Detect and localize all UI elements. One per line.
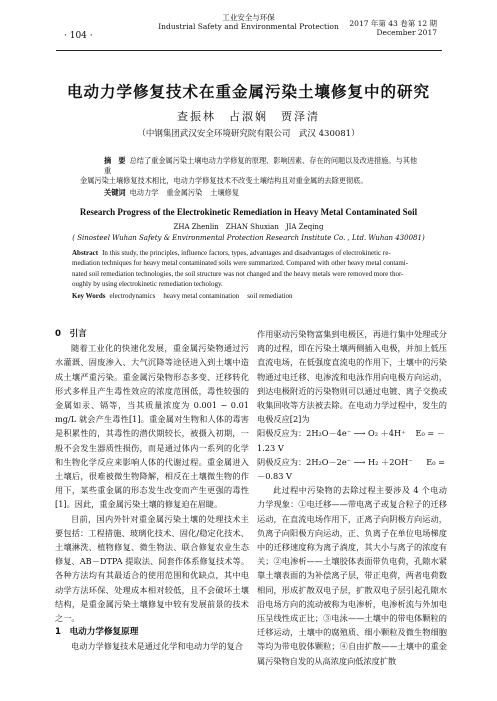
paper-authors: 查振林 占淑娴 贾泽清	[177, 110, 320, 123]
keyword: soil remediation	[247, 291, 293, 300]
english-title: Research Progress of the Electrokinetic Remediation in Heavy Metal Contaminated Soil	[79, 207, 418, 217]
equation-anode-value: 1.23 V	[257, 442, 284, 453]
abstract-text-2: 金属污染土壤修复技术相比，电动力学修复技术不改变土壤结构且对重金属的去除更彻底。	[80, 176, 368, 185]
body-column-left	[55, 327, 249, 654]
issue-cn: 2017 年第 43 卷第 12 期	[349, 19, 437, 28]
chinese-abstract	[80, 156, 420, 198]
journal-name-en: Industrial Safety and Environmental Protection	[158, 22, 339, 31]
english-abstract-line: oughly by using electrokinetic remediation techology.	[72, 280, 223, 289]
english-abstract	[72, 248, 428, 301]
chinese-keywords	[80, 188, 420, 198]
abstract-text-1: 总结了重金属污染土壤电动力学修复的原理、影响因素、存在的问题以及改进措施。与其他重	[104, 156, 418, 175]
body-paragraph: 电动力学修复技术是通过化学和电动力学的复合	[71, 641, 243, 652]
equation-anode: 阳极反应为：2H₂O－4e⁻ ⟶ O₂ ＋4H⁺ E₀ = －	[257, 428, 445, 439]
paper-title: 电动力学修复技术在重金属污染土壤修复中的研究	[66, 83, 430, 101]
keyword: 电动力学	[129, 188, 159, 197]
journal-name-cn: 工业安全与环保	[222, 13, 275, 22]
english-abstract-line: Abstract In this study, the principles, influence factors, types, advantages and disadvantages of electrokinetic re-	[72, 249, 391, 257]
body-paragraph: 作用驱动污染物富集到电极区，再进行集中处理或分离的过程，即在污染土壤两侧插入电极，并加上低压直流电场，在低强度直流电的作用下，土壤中的污染物通过电迁移、电渗流和电泳作用向电极方向运动，到达电极附近的污染物则可以通过电镀、离子交换或收集回收等方法被去除。在电动力学过程中，发生的电极反应[2]为	[257, 329, 447, 425]
abstract-line-1	[80, 156, 420, 176]
english-keywords	[72, 291, 428, 301]
english-abstract-line: nated soil remediation technologies, the soil structure was not changed and the heavy metals were removed more thor-	[72, 269, 404, 278]
keyword: electrodynamics	[109, 291, 156, 300]
keyword: 土壤修复	[210, 188, 240, 197]
issue-en: December 2017	[376, 28, 437, 37]
page-number: · 104 ·	[64, 31, 93, 41]
keyword: heavy metal contamination	[163, 291, 240, 300]
body-paragraph: 此过程中污染物的去除过程主要涉及 4 个电动力学现象：①电迁移——带电离子或复合粒子的迁移运动，在直流电场作用下，正离子向阴极方向运动，负离子向阳极方向运动，正、负离子在单位电场梯度中的迁移速度称为离子淌度，其大小与离子的浓度有关；②电渗析——土壤胶体表面带负电荷，孔隙水紧靠土壤表面的为补偿离子层，带正电荷，两者电荷数相同，形成扩散双电子层，扩散双电子层引起孔隙水沿电场方向的流动被称为电渗析，电渗析流与外加电压呈线性成正比；③电泳——土壤中的带电体颗粒的迁移运动，土壤中的腐殖质、细小颗粒及微生物细胞等均为带电胶体颗粒；④自由扩散——土壤中的重金属污染物自发的从高浓度向低浓度扩散	[257, 485, 447, 666]
keyword: 重金属污染	[166, 188, 203, 197]
english-abstract-line: mediation techniques for heavy metal contaminated soils were summarized. Compared with other heavy metal contami-	[72, 259, 409, 268]
running-header	[0, 7, 497, 51]
body-paragraph: 随着工业化的快速化发展，重金属污染物通过污水灌溉、固废渗入、大气沉降等途径进入到土壤中造成土壤严重污染。重金属污染物形态多变、迁移转化形式多样且产生毒性效应的浓度范围低，毒性较强的金属如汞、镉等，当其质量浓度为 0.001 ~ 0.01 mg/L 就会产生毒性[1]。重金属对生物和人体的毒害是积累性的，其毒性的潜伏期较长，被摄入初期，一般不会发生器质性损伤，而是通过体内一系列的化学和生物化学反应来影响人体的代谢过程。重金属进入土壤后，很难被微生物降解，相反在土壤微生物的作用下，某些重金属的形态发生改变而产生更强的毒性[1]。因此，重金属污染土壤的修复迫在眉睫。	[55, 343, 249, 510]
english-authors: ZHA Zhenlin ZHAN Shuxian JIA Zeqing	[173, 223, 324, 231]
english-keywords-label: Key Words	[72, 291, 106, 300]
header-rule	[56, 50, 442, 51]
keywords-label: 关键词	[104, 188, 126, 197]
body-column-right	[257, 327, 447, 668]
paper-affiliation: （中钢集团武汉安全环境研究院有限公司 武汉 430081）	[137, 129, 360, 139]
english-abstract-label: Abstract	[72, 249, 99, 257]
section-heading: 1 电动力学修复原理	[55, 627, 139, 638]
abstract-label: 摘 要	[104, 156, 126, 165]
equation-cathode-value: －0.83 V	[257, 471, 292, 482]
equation-cathode: 阴极反应为：2H₂O－2e⁻ ⟶ H₂ ＋2OH⁻ E₀ =	[257, 456, 445, 467]
body-paragraph: 目前，国内外针对重金属污染土壤的处理技术主要包括：工程措施、玻璃化技术、固化/稳定化技术、土壤淋洗、植物修复、微生物法、联合修复农业生态修复、AB－DTPA 提取法、间套作体系修复技术等。各种方法均有其最适合的使用范围和优缺点，其中电动学方法环保、处理成本相对较低，且不会破坏土壤结构，是重金属污染土壤修复中较有发展前景的技术之一。	[55, 513, 249, 624]
issue-info	[349, 19, 437, 37]
section-heading: 0 引言	[55, 329, 87, 339]
english-affiliation: ( Sinosteel Wuhan Safety & Environmental Protection Research Institute Co. , Ltd. Wuhan 430081)	[72, 234, 425, 242]
